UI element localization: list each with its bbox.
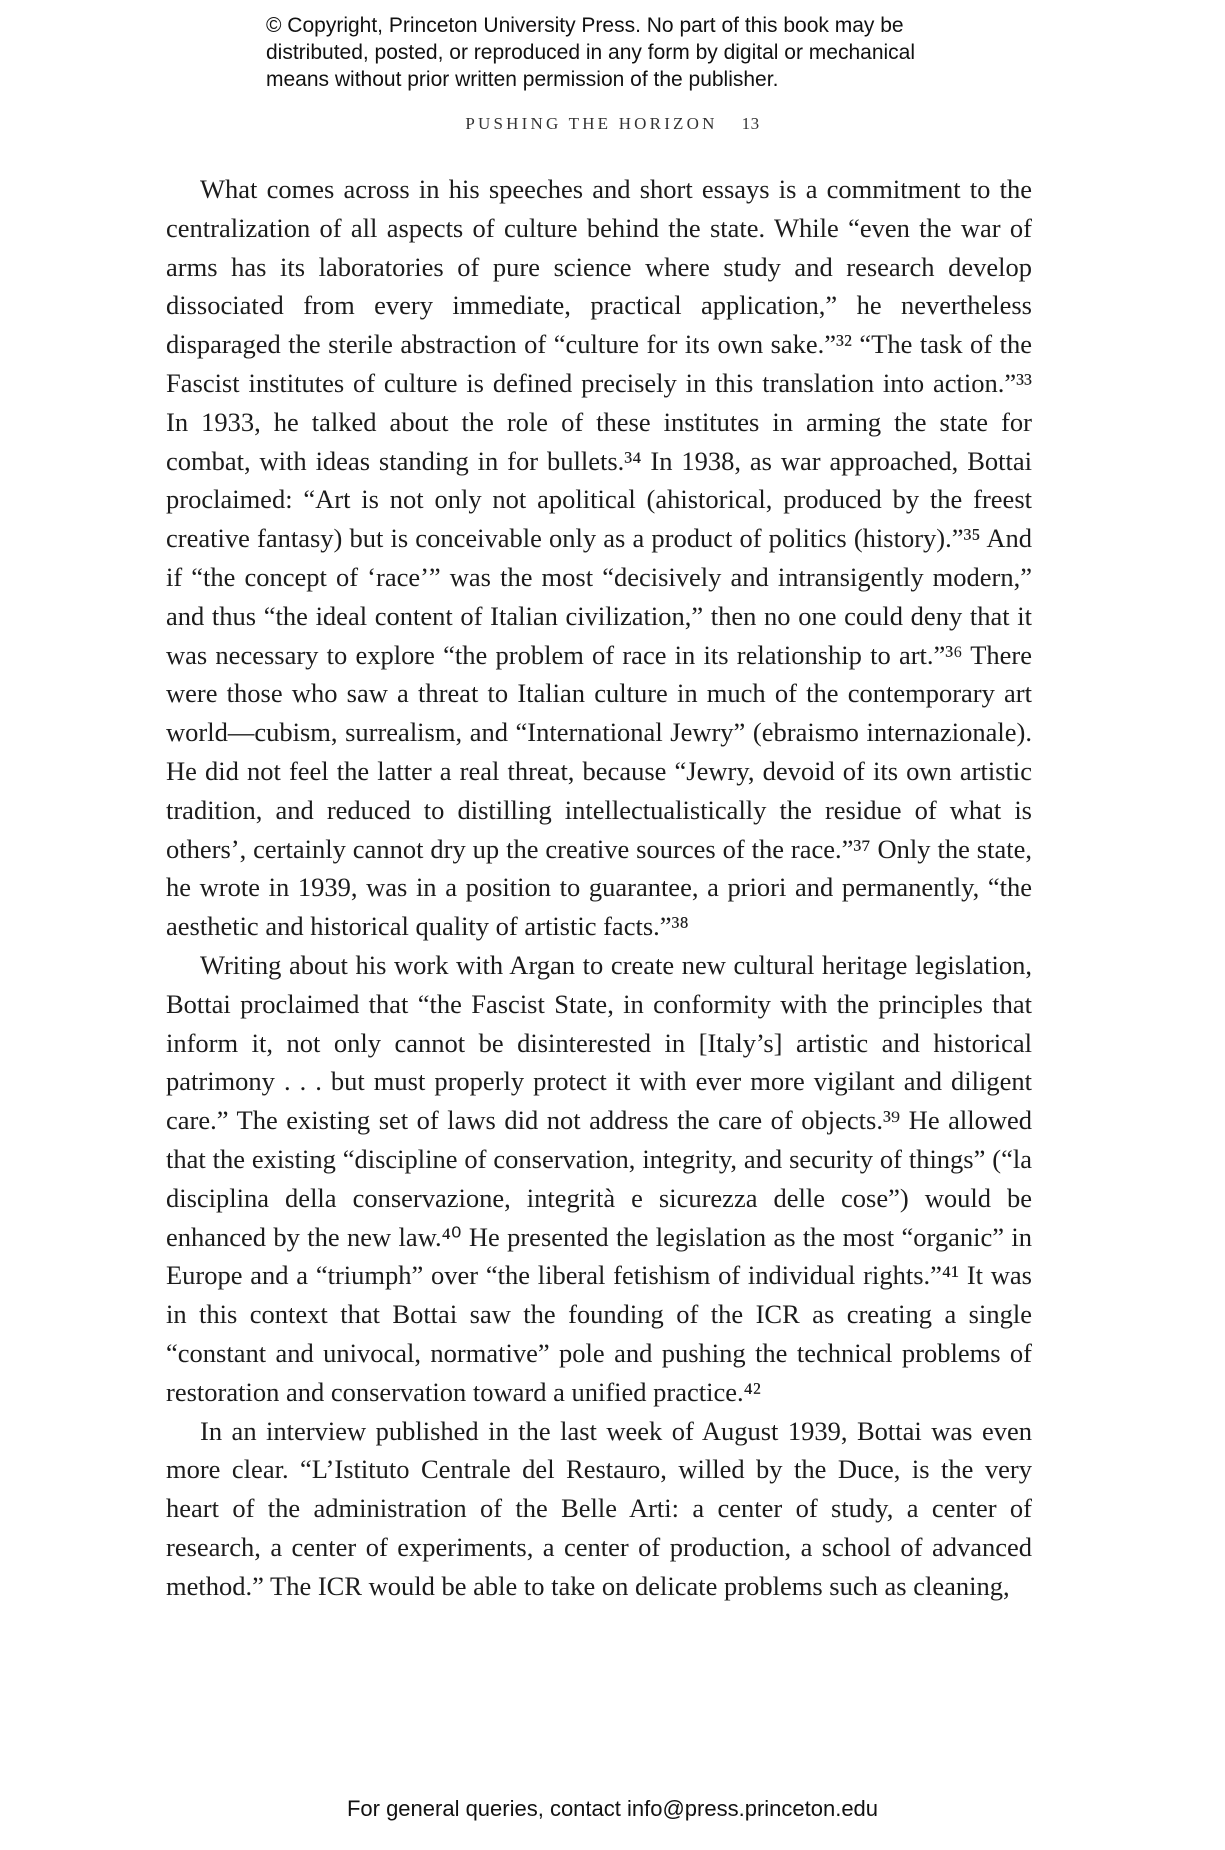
running-head (0, 114, 1225, 134)
paragraph: In an interview published in the last week of August 1939, Bottai was even more clear. “L’Istituto Centrale del Restauro, willed by the Duce, is the very heart of the administration of the Belle Arti: a center of study, a center of research, a center of experiments, a center of production, a school of advanced method.” The ICR would be able to take on delicate problems such as cleaning, (166, 1415, 1032, 1601)
copyright-line: © Copyright, Princeton University Press. No part of this book may be (266, 14, 904, 37)
paragraph: Writing about his work with Argan to create new cultural heritage legislation, Bottai proclaimed that “the Fascist State, in conformity with the principles that inform it, not only cannot be disinterested in [Italy’s] artistic and historical patrimony . . . but must properly protect it with ever more vigilant and diligent care.” The existing set of laws did not address the care of objects.³⁹ He allowed that the existing “discipline of conservation, integrity, and security of things” (“la disciplina della conservazione, integrità e sicurezza delle cose”) would be enhanced by the new law.⁴⁰ He presented the legislation as the most “organic” in Europe and a “triumph” over “the liberal fetishism of individual rights.”⁴¹ It was in this context that Bottai saw the founding of the ICR as creating a single “constant and univocal, normative” pole and pushing the technical problems of restoration and conservation toward a unified practice.⁴² (166, 949, 1032, 1407)
running-title: PUSHING THE HORIZON (465, 114, 718, 133)
copyright-line: distributed, posted, or reproduced in any form by digital or mechanical (266, 41, 916, 64)
paragraph: What comes across in his speeches and short essays is a commitment to the centralization of all aspects of culture behind the state. While “even the war of arms has its laboratories of pure science where study and research develop dissociated from every immediate, practical application,” he nevertheless disparaged the sterile abstraction of “culture for its own sake.”³² “The task of the Fascist institutes of culture is defined precisely in this translation into action.”³³ In 1933, he talked about the role of these institutes in arming the state for combat, with ideas standing in for bullets.³⁴ In 1938, as war approached, Bottai proclaimed: “Art is not only not apolitical (ahistorical, produced by the freest creative fantasy) but is conceivable only as a product of politics (history).”³⁵ And if “the concept of ‘race’” was the most “decisively and intransigently modern,” and thus “the ideal content of Italian civilization,” then no one could deny that it was necessary to explore “the problem of race in its relationship to art.”³⁶ There were those who saw a threat to Italian culture in much of the contemporary art world—cubism, surrealism, and “International Jewry” (ebraismo internazionale). He did not feel the latter a real threat, because “Jewry, devoid of its own artistic tradition, and reduced to distilling intellectualistically the residue of what is others’, certainly cannot dry up the creative sources of the race.”³⁷ Only the state, he wrote in 1939, was in a position to guarantee, a priori and permanently, “the aesthetic and historical quality of artistic facts.”³⁸ (166, 174, 1032, 942)
body-text (166, 170, 1032, 1605)
page-number: 13 (741, 114, 760, 133)
copyright-notice (266, 12, 1026, 93)
footer-contact: For general queries, contact info@press.princeton.edu (346, 1796, 879, 1821)
copyright-line: means without prior written permission of the publisher. (266, 68, 779, 91)
